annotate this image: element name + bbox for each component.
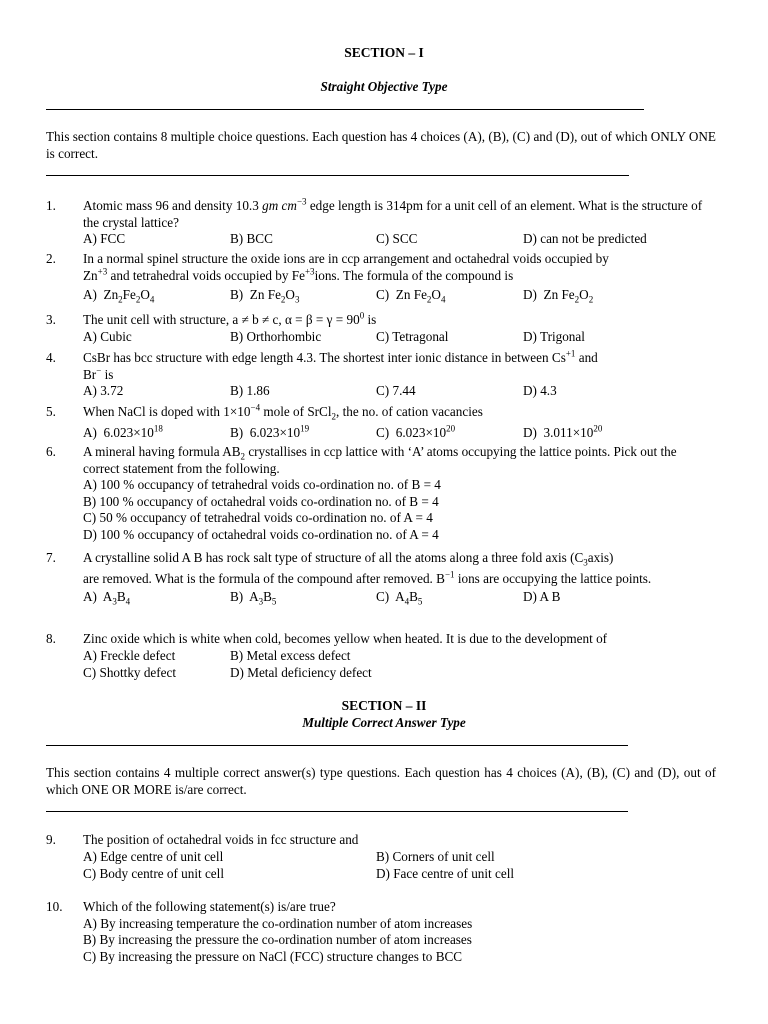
option-d: D) 4.3: [523, 383, 557, 399]
axis-notation: (C: [570, 550, 584, 565]
option-a: A) Cubic: [83, 328, 132, 344]
exponent: −4: [250, 402, 261, 413]
question-text: [83, 444, 716, 477]
section-1-title: SECTION – I: [344, 45, 424, 60]
option-a: A) Edge centre of unit cell: [83, 848, 224, 864]
question-number: 8.: [46, 631, 56, 646]
text-part: edge length is 314pm for a unit cell of an element. What is the structure of the crystal lattice?: [83, 198, 703, 230]
option-d: D) Zn $Fe_2O_2$: [523, 287, 594, 305]
question-6: [46, 444, 716, 544]
text-part: is: [367, 312, 377, 327]
text-part: Atomic mass 96 and density 10.3: [83, 198, 259, 213]
symbol: Br: [83, 366, 97, 382]
question-number: 6.: [46, 444, 56, 459]
options: [83, 648, 716, 665]
question-8: [46, 631, 716, 682]
option-d: D) 100 % occupancy of octahedral voids co-ordination no. of A = 4: [83, 526, 439, 542]
question-3: [46, 312, 716, 346]
option-d: D) Metal deficiency defect: [230, 664, 372, 680]
option-c: C) Zn $Fe_2O_4$: [376, 287, 446, 305]
options: [83, 425, 716, 442]
option-a: A) FCC: [83, 231, 126, 247]
option-b: B) Orthorhombic: [230, 328, 322, 344]
charge: −1: [444, 569, 455, 580]
question-5: [46, 404, 716, 442]
options: [83, 665, 716, 682]
question-text: [83, 312, 716, 329]
option-a: A) $6.023\times 10^{18}$: [83, 423, 163, 440]
formula: AB: [222, 444, 241, 459]
unit: cm: [281, 198, 297, 213]
subscript: 2: [240, 451, 246, 462]
option-c: C) By increasing the pressure on NaCl (FCC) structure changes to BCC: [83, 948, 463, 964]
option-c: C) Body centre of unit cell: [83, 865, 224, 881]
divider: [46, 109, 644, 110]
formula: CsBr: [83, 350, 111, 365]
option-c: C) 50 % occupancy of tetrahedral voids co-ordination no. of A = 4: [83, 510, 433, 526]
question-text: Zinc oxide which is white when cold, becomes yellow when heated. It is due to the development of: [83, 631, 608, 646]
options: [83, 231, 716, 248]
question-number: 3.: [46, 312, 56, 327]
question-text: [83, 350, 716, 367]
text-part: are removed. What is the formula of the compound after removed.: [83, 570, 433, 586]
text-part: mole of: [263, 404, 305, 419]
symbol: Zn: [83, 267, 98, 283]
option-d: D) Face centre of unit cell: [376, 865, 515, 881]
section-1-intro: This section contains 8 multiple choice questions. Each question has 4 choices (A), (B), (C) and (D), out of which ONLY ONE is correct.: [46, 129, 716, 161]
text-part: ions. The formula of the compound is: [314, 267, 514, 283]
text-part: ions are occupying the lattice points.: [457, 570, 652, 586]
option-a: A) By increasing temperature the co-ordination number of atom increases: [83, 915, 473, 931]
question-number: 5.: [46, 404, 56, 419]
charge: +1: [565, 348, 576, 359]
option-a: A) Freckle defect: [83, 647, 176, 663]
exponent: −3: [296, 196, 307, 207]
formula: 1×10: [223, 404, 251, 419]
option-c: C) $A_4B_5$: [376, 589, 423, 607]
question-number: 2.: [46, 251, 56, 266]
question-2: [46, 251, 716, 304]
question-10: [46, 899, 716, 965]
question-text: [83, 198, 716, 231]
option-a: A) $A_3B_4$: [83, 589, 131, 607]
option-b: B) $6.023\times 10^{19}$: [230, 423, 310, 440]
divider: [46, 175, 629, 176]
question-1: [46, 198, 716, 248]
option-c: C) 7.44: [376, 383, 416, 399]
question-text: Which of the following statement(s) is/are true?: [83, 899, 336, 914]
option-c: C) Tetragonal: [376, 328, 449, 344]
option-d: D) $3.011\times 10^{20}$: [523, 423, 603, 440]
text-part: The unit cell with structure,: [83, 312, 230, 327]
section-2-title: SECTION – II: [341, 698, 427, 713]
text-part: has bcc structure with edge length 4.3. The shortest inter ionic distance in between: [113, 350, 549, 365]
option-a: A) 100 % occupancy of tetrahedral voids co-ordination no. of B = 4: [83, 477, 441, 493]
options: [83, 383, 716, 400]
text-part: In a normal spinel structure the oxide ions are in ccp arrangement and octahedral voids occupied by: [83, 251, 609, 266]
question-text: [83, 550, 716, 567]
option-b: B) By increasing the pressure the co-ordination number of atom increases: [83, 932, 472, 948]
options: [83, 589, 716, 606]
question-text-line: [83, 268, 716, 285]
question-7: [46, 550, 716, 606]
charge: −: [96, 365, 102, 376]
options: [83, 287, 716, 304]
option-c: C) Shottky defect: [83, 664, 177, 680]
question-text-line: [83, 571, 716, 588]
axis-notation: axis): [587, 550, 614, 565]
option-c: C) SCC: [376, 231, 418, 247]
options: [83, 329, 716, 346]
unit: gm: [262, 198, 279, 213]
section-2-subtitle: Multiple Correct Answer Type: [302, 715, 466, 730]
question-9: [46, 832, 716, 883]
subscript: 2: [331, 411, 337, 422]
text-part: When NaCl is doped with: [83, 404, 220, 419]
text-part: crystallises in ccp lattice with ‘A’ atoms occupying the lattice points. Pick out the correct statement from the following.: [83, 444, 677, 476]
question-number: 7.: [46, 550, 56, 565]
option-b: B) $A_3B_5$: [230, 589, 277, 607]
option-a: A) 3.72: [83, 383, 124, 399]
question-4: [46, 350, 716, 400]
options: [83, 866, 716, 883]
symbol: Fe: [291, 267, 305, 283]
section-1-subtitle: Straight Objective Type: [320, 79, 448, 94]
option-b: B) Corners of unit cell: [376, 848, 495, 864]
degree: 0: [359, 310, 365, 321]
question-text: The position of octahedral voids in fcc structure and: [83, 832, 359, 847]
question-text: [83, 404, 716, 421]
text-part: is: [104, 366, 114, 382]
question-number: 10.: [46, 899, 63, 914]
option-d: D) A B: [523, 589, 561, 605]
question-number: 1.: [46, 198, 56, 213]
options: [83, 849, 716, 866]
charge: +3: [97, 266, 108, 277]
section-2-intro: This section contains 4 multiple correct answer(s) type questions. Each question has 4 choices (A), (B), (C) and (D), out of which ONE OR MORE is/are correct.: [46, 765, 716, 797]
option-b: B) 100 % occupancy of octahedral voids co-ordination no. of B = 4: [83, 493, 439, 509]
text-part: A mineral having formula: [83, 444, 220, 459]
option-c: C) $6.023\times 10^{20}$: [376, 423, 456, 440]
option-b: B) Metal excess defect: [230, 647, 351, 663]
text-part: , the no. of cation vacancies: [336, 404, 483, 419]
symbol: B: [436, 570, 445, 586]
option-d: D) Trigonal: [523, 328, 585, 344]
charge: +3: [304, 266, 315, 277]
divider: [46, 811, 628, 812]
text-part: A crystalline solid A B has rock salt type of structure of all the atoms along a three fold axis: [83, 550, 567, 565]
option-b: B) BCC: [230, 231, 273, 247]
question-text-line: [83, 367, 716, 384]
text-part: and: [578, 350, 598, 365]
text-part: and tetrahedral voids occupied by: [110, 267, 289, 283]
option-d: D) can not be predicted: [523, 231, 647, 247]
formula: a ≠ b ≠ c, α = β = γ = 90: [232, 312, 360, 327]
question-number: 9.: [46, 832, 56, 847]
symbol: Cs: [551, 350, 566, 365]
formula: SrCl: [307, 404, 332, 419]
option-a: A) $Zn_2Fe_2O_4$: [83, 287, 155, 305]
question-text: [83, 251, 716, 268]
option-b: B) Zn $Fe_2O_3$: [230, 287, 300, 305]
option-b: B) 1.86: [230, 383, 270, 399]
divider: [46, 745, 628, 746]
subscript: 3: [583, 557, 588, 568]
question-number: 4.: [46, 350, 56, 365]
